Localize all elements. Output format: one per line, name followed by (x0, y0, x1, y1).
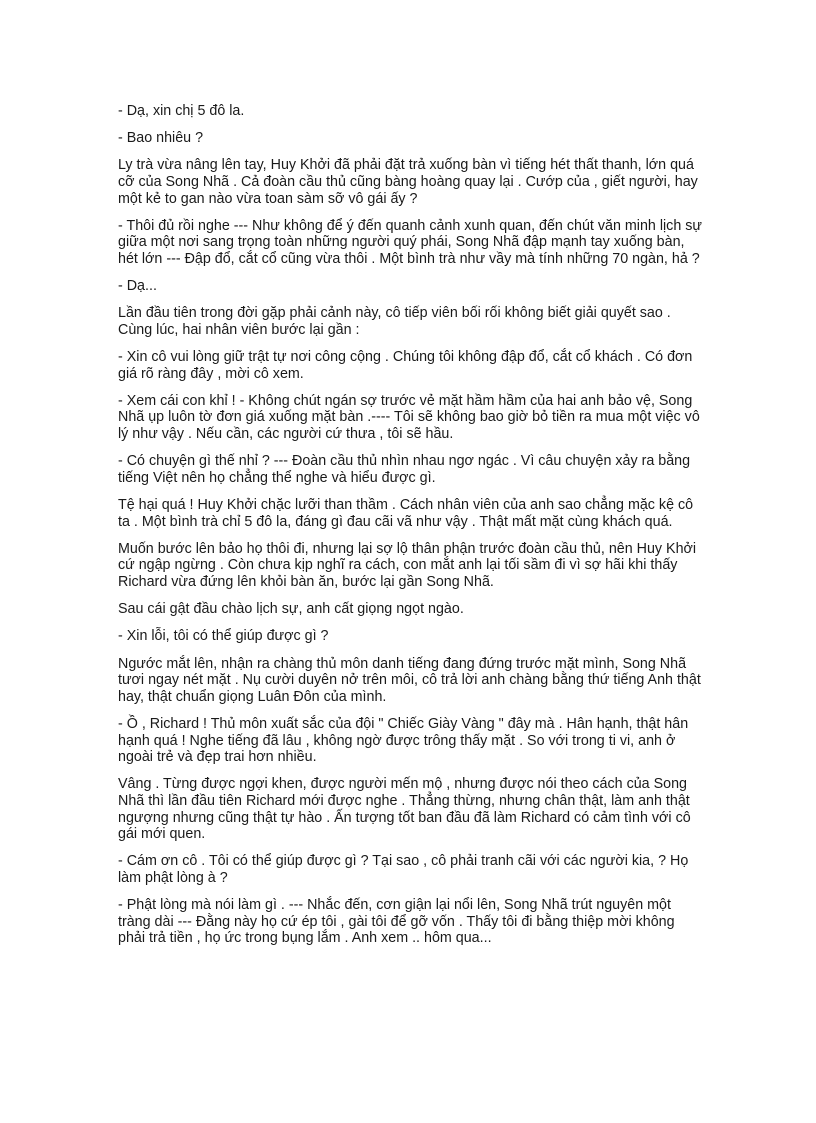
paragraph-6: Lần đầu tiên trong đời gặp phải cảnh này, cô tiếp viên bối rối không biết giải quyết sao . Cùng lúc, hai nhân viên bước lại gần : (118, 305, 671, 338)
paragraph-13: - Xin lỗi, tôi có thể giúp được gì ? (118, 628, 329, 645)
paragraph-4: - Thôi đủ rồi nghe --- Như không để ý đến quanh cảnh xunh quan, đến chút văn minh lịch sự giữa một nơi sang trọng toàn những người quý phái, Song Nhã đập mạnh tay xuống bàn, hét lớn --- Đập đổ, cắt cổ cũng vừa thôi . Một bình trà như vầy mà tính những 70 ngàn, hả ? (118, 217, 702, 267)
paragraph-15: - Ồ , Richard ! Thủ môn xuất sắc của đội " Chiếc Giày Vàng " đây mà . Hân hạnh, thật hân hạnh quá ! Nghe tiếng đã lâu , không ngờ được trông thấy mặt . So với trong ti vi, anh ở ngoài trẻ và đẹp trai hơn nhiều. (118, 715, 689, 766)
paragraph-16: Vâng . Từng được ngợi khen, được người mến mộ , nhưng được nói theo cách của Song Nhã thì lần đầu tiên Richard mới được nghe . Thẳng thừng, nhưng chân thật, làm anh thật ngượng nhưng cũng thật tự hào . Ấn tượng tốt ban đầu đã làm Richard có cảm tình với cô gái mới quen. (118, 776, 691, 843)
paragraph-2: - Bao nhiêu ? (118, 130, 204, 147)
paragraph-1: - Dạ, xin chị 5 đô la. (118, 103, 245, 119)
paragraph-12: Sau cái gật đầu chào lịch sự, anh cất giọng ngọt ngào. (118, 601, 464, 618)
paragraph-5: - Dạ... (118, 278, 157, 295)
paragraph-8: - Xem cái con khỉ ! - Không chút ngán sợ trước vẻ mặt hầm hầm của hai anh bảo vệ, Song Nhã ụp luôn tờ đơn giá xuống mặt bàn .---- Tôi sẽ không bao giờ bỏ tiền ra mua một việc vô lý như vậy . Nếu cần, các người cứ thưa , tôi sẽ hầu. (118, 392, 700, 443)
paragraph-18: - Phật lòng mà nói làm gì . --- Nhắc đến, cơn giận lại nổi lên, Song Nhã trút nguyên một tràng dài --- Đằng này họ cứ ép tôi , gài tôi để gỡ vốn . Thấy tôi đi bằng thiệp mời không phải trả tiền , họ ức trong bụng lắm . Anh xem .. hôm qua... (118, 897, 675, 947)
paragraph-11: Muốn bước lên bảo họ thôi đi, nhưng lại sợ lộ thân phận trước đoàn cầu thủ, nên Huy Khởi cứ ngập ngừng . Còn chưa kịp nghĩ ra cách, con mắt anh lại tối sầm đi vì sợ hãi khi thấy Richard vừa đứng lên khỏi bàn ăn, bước lại gần Song Nhã. (118, 540, 697, 590)
paragraph-14: Ngước mắt lên, nhận ra chàng thủ môn danh tiếng đang đứng trước mặt mình, Song Nhã tươi ngay nét mặt . Nụ cười duyên nở trên môi, cô trả lời anh chàng bằng thứ tiếng Anh thật hay, thật chuẩn giọng Luân Đôn của mình. (118, 655, 701, 705)
paragraph-9: - Có chuyện gì thế nhỉ ? --- Đoàn cầu thủ nhìn nhau ngơ ngác . Vì câu chuyện xảy ra bằng tiếng Việt nên họ chẳng thể nghe và hiểu được gì. (118, 453, 691, 486)
paragraph-17: - Cám ơn cô . Tôi có thể giúp được gì ? Tại sao , cô phải tranh cãi với các người kia, ? Họ làm phật lòng à ? (118, 853, 689, 886)
paragraph-10: Tệ hại quá ! Huy Khởi chặc lưỡi than thầm . Cách nhân viên của anh sao chẳng mặc kệ cô ta . Một bình trà chỉ 5 đô la, đáng gì đau cãi vã như vậy . Thật mất mặt cùng khách quá. (118, 497, 694, 530)
paragraph-7: - Xin cô vui lòng giữ trật tự nơi công cộng . Chúng tôi không đập đổ, cắt cổ khách . Có đơn giá rõ ràng đây , mời cô xem. (118, 349, 693, 382)
document-body (118, 103, 702, 957)
paragraph-3: Ly trà vừa nâng lên tay, Huy Khởi đã phải đặt trả xuống bàn vì tiếng hét thất thanh, lớn quá cỡ của Song Nhã . Cả đoàn cầu thủ cũng bàng hoàng quay lại . Cướp của , giết người, hay một kẻ to gan nào vừa toan sàm sỡ vô gái ấy ? (118, 157, 698, 207)
